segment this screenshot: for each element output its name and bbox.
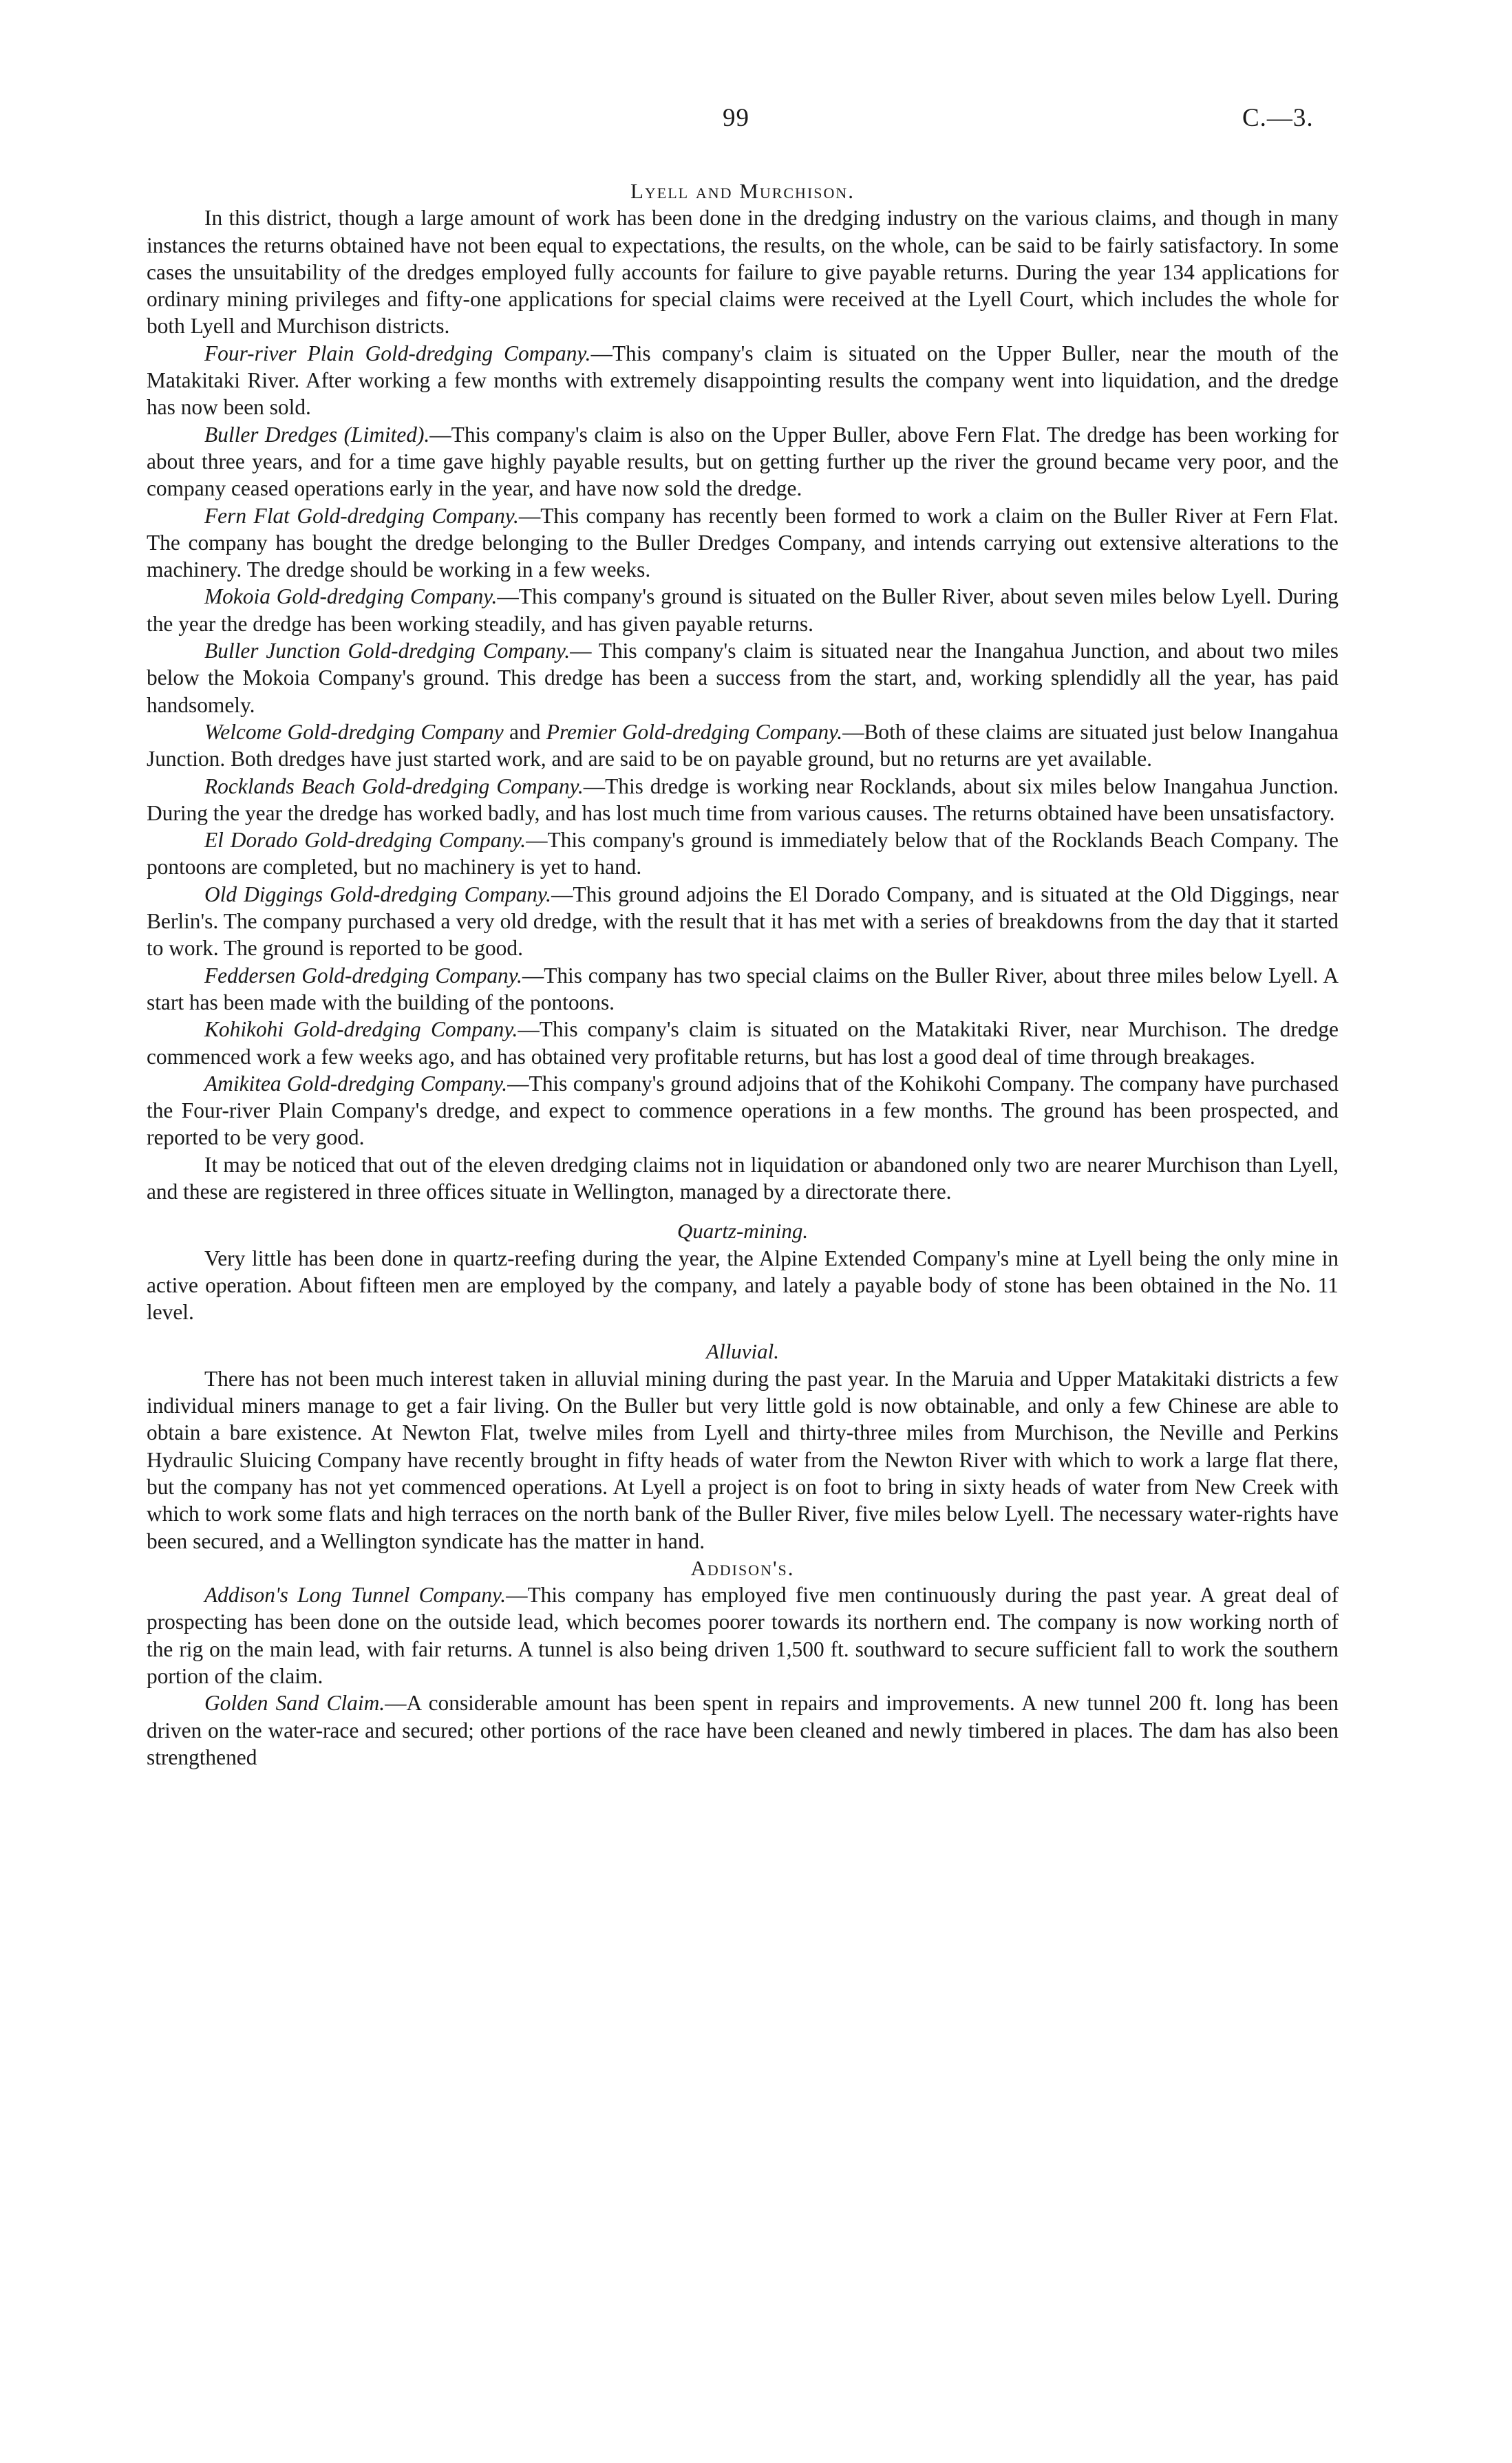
paragraph-text: —This company has recently been formed to work a claim on the Buller River at Fern Flat. The company has bought the dredge belonging to the Buller Dredges Company, and intends carrying out extensive alterations to the machinery. The dredge should be working in a few weeks. xyxy=(147,503,1339,582)
paragraph-amikitea xyxy=(147,1070,1339,1151)
company-name: Fern Flat Gold-dredging Company. xyxy=(204,503,519,528)
company-name: Welcome Gold-dredging Company xyxy=(204,719,504,744)
section-heading-alluvial: Alluvial. xyxy=(706,1339,779,1364)
paragraph-feddersen xyxy=(147,962,1339,1016)
company-name: Kohikohi Gold-dredging Company. xyxy=(204,1017,518,1042)
company-name: Addison's Long Tunnel Company. xyxy=(204,1583,507,1608)
company-name: Amikitea Gold-dredging Company. xyxy=(204,1071,508,1096)
paragraph-text: —This company's claim is also on the Upper Buller, above Fern Flat. The dredge has been working for about three years, and for a time gave highly payable results, but on getting further up the river the ground became very poor, and the company ceased operations early in the year, and have now sold the dredge. xyxy=(147,422,1339,501)
company-name: Buller Dredges (Limited). xyxy=(204,422,430,447)
paragraph-text: —This company has employed five men continuously during the past year. A great deal of prospecting has been done on the outside lead, which becomes poorer towards its northern end. The company is now working north of the rig on the main lead, with fair returns. A tunnel is also being driven 1,500 ft. southward to secure sufficient fall to work the southern portion of the claim. xyxy=(147,1583,1339,1689)
paragraph-text: —This company's ground is immediately below that of the Rocklands Beach Company. The pontoons are completed, but no machinery is yet to hand. xyxy=(147,828,1339,879)
paragraph-addisons-long-tunnel xyxy=(147,1581,1339,1689)
paragraph-text: —This company has two special claims on the Buller River, about three miles below Lyell. A start has been made with the building of the pontoons. xyxy=(147,963,1339,1014)
paragraph-text: — This company's claim is situated near the Inangahua Junction, and about two miles below the Mokoia Company's ground. This dredge has been a success from the start, and, working splendidly all the year, has paid handsomely. xyxy=(147,639,1339,717)
paragraph-alluvial: There has not been much interest taken in alluvial mining during the past year. In the Maruia and Upper Matakitaki districts a few individual miners manage to get a fair living. On the Buller but very little gold is now obtainable, and only a few Chinese are able to obtain a bare existence. At Newton Flat, twelve miles from Lyell and thirty-three miles from Murchison, the Neville and Perkins Hydraulic Sluicing Company have recently brought in fifty heads of water from the Newton River with which to work a large flat there, but the company has not yet commenced operations. At Lyell a project is on foot to bring in sixty heads of water from New Creek with which to work some flats and high terraces on the north bank of the Buller River, five miles below Lyell. The necessary water-rights have been secured, and a Wellington syndicate has the matter in hand. xyxy=(147,1366,1339,1553)
paragraph-el-dorado xyxy=(147,827,1339,881)
company-name: Rocklands Beach Gold-dredging Company. xyxy=(204,774,584,798)
paragraph-quartz: Very little has been done in quartz-reefing during the year, the Alpine Extended Company's mine at Lyell being the only mine in active operation. About fifteen men are employed by the company, and lately a payable body of stone has been obtained in the No. 11 level. xyxy=(147,1246,1339,1325)
paragraph-buller-dredges xyxy=(147,421,1339,502)
paragraph-text: —This company's claim is situated on the Matakitaki River, near Murchison. The dredge commenced work a few weeks ago, and has obtained very profitable returns, but has lost a good deal of time through breakages. xyxy=(147,1017,1339,1069)
section-heading-lyell-murchison: Lyell and Murchison. xyxy=(630,179,855,203)
section-heading-addisons: Addison's. xyxy=(690,1555,795,1580)
paragraph-intro: In this district, though a large amount of work has been done in the dredging industry on the various claims, and though in many instances the returns obtained have not been equal to expectations, the results, on the whole, can be said to be fairly satisfactory. In some cases the unsuitability of the dredges employed fully accounts for failure to give payable returns. During the year 134 applications for ordinary mining privileges and fifty-one applications for special claims were received at the Lyell Court, which includes the whole for both Lyell and Murchison districts. xyxy=(147,206,1339,339)
paragraph-golden-sand xyxy=(147,1689,1339,1771)
company-name: Mokoia Gold-dredging Company. xyxy=(204,584,498,609)
paragraph-text: —Both of these claims are situated just below Inangahua Junction. Both dredges have just started work, and are said to be on payable ground, but no returns are yet available. xyxy=(147,719,1339,771)
company-name-second: Premier Gold-dredging Company. xyxy=(546,719,843,744)
paragraph-mokoia xyxy=(147,583,1339,637)
paragraph-four-river-plain xyxy=(147,340,1339,421)
company-name: Buller Junction Gold-dredging Company. xyxy=(204,639,571,663)
paragraph-text: —This company's ground is situated on the Buller River, about seven miles below Lyell. During the year the dredge has been working steadily, and has given payable returns. xyxy=(147,584,1339,636)
paragraph-fern-flat xyxy=(147,502,1339,584)
paragraph-text: —This company's claim is situated on the Upper Buller, near the mouth of the Matakitaki River. After working a few months with extremely disappointing results the company went into liquidation, and the dredge has now been sold. xyxy=(147,341,1339,420)
page-body xyxy=(147,178,1339,1771)
company-name: El Dorado Gold-dredging Company. xyxy=(204,828,526,853)
company-name: Golden Sand Claim. xyxy=(204,1691,385,1716)
company-name: Feddersen Gold-dredging Company. xyxy=(204,963,522,988)
paragraph-buller-junction xyxy=(147,637,1339,718)
document-reference: C.—3. xyxy=(1242,104,1314,132)
paragraph-text: —This company's ground adjoins that of the Kohikohi Company. The company have purchased the Four-river Plain Company's dredge, and expect to commence operations in a few months. The ground has been prospected, and reported to be very good. xyxy=(147,1071,1339,1150)
paragraph-text: —A considerable amount has been spent in repairs and improvements. A new tunnel 200 ft. long has been driven on the water-race and secured; other portions of the race have been cleaned and newly timbered in places. The dam has also been strengthened xyxy=(147,1691,1339,1769)
page-number: 99 xyxy=(723,104,749,132)
paragraph-rocklands-beach xyxy=(147,773,1339,827)
company-name: Four-river Plain Gold-dredging Company. xyxy=(204,341,591,365)
paragraph-closing: It may be noticed that out of the eleven dredging claims not in liquidation or abandoned only two are nearer Murchison than Lyell, and these are registered in three offices situate in Wellington, managed by a directorate there. xyxy=(147,1152,1339,1204)
paragraph-text: —This ground adjoins the El Dorado Company, and is situated at the Old Diggings, near Berlin's. The company purchased a very old dredge, with the result that it has met with a series of breakdowns from the day that it started to work. The ground is reported to be good. xyxy=(147,882,1339,961)
paragraph-kohikohi xyxy=(147,1016,1339,1070)
paragraph-welcome-premier xyxy=(147,718,1339,773)
paragraph-old-diggings xyxy=(147,881,1339,962)
paragraph-text: —This dredge is working near Rocklands, about six miles below Inangahua Junction. During the year the dredge has worked badly, and has lost much time from various causes. The returns obtained have been unsatisfactory. xyxy=(147,774,1339,825)
company-name: Old Diggings Gold-dredging Company. xyxy=(204,882,552,906)
section-heading-quartz-mining: Quartz-mining. xyxy=(677,1219,809,1244)
connector-text: and xyxy=(503,719,546,744)
